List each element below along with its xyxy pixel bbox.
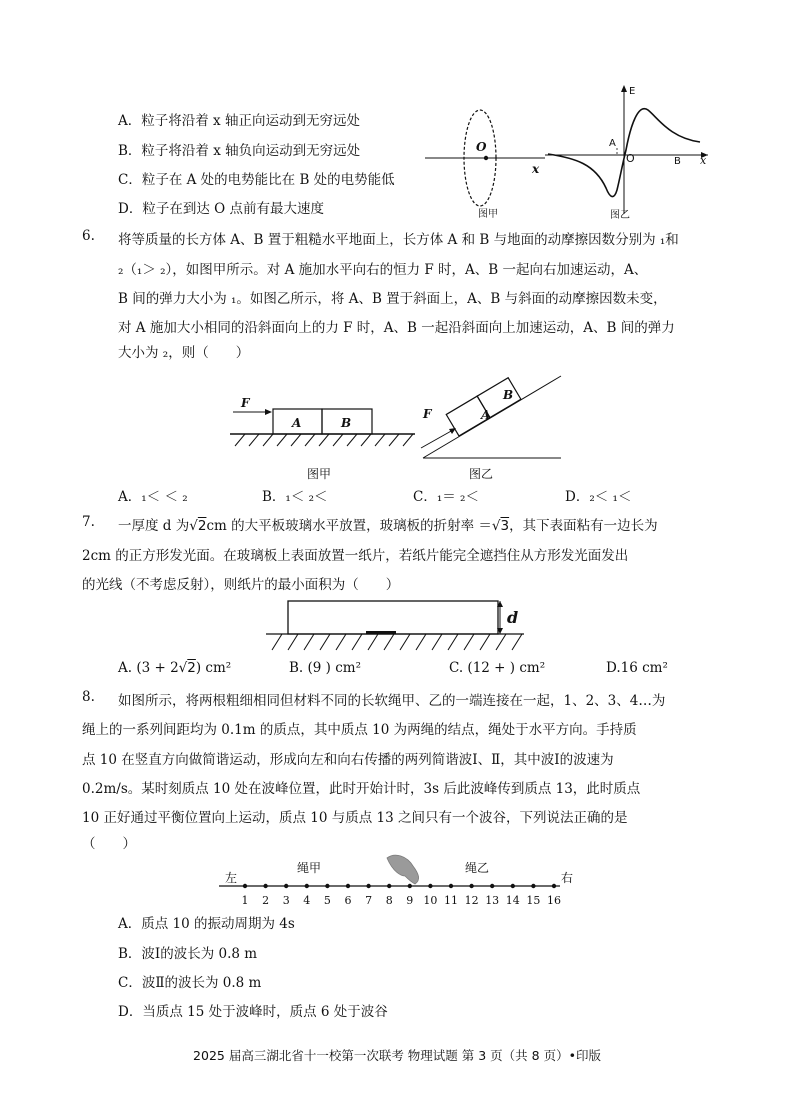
rope-point-label: 8 xyxy=(385,894,393,907)
q5-option-b: B．粒子将沿着 x 轴负向运动到无穷远处 xyxy=(118,143,361,159)
q6-option-d: D．₂＜ ₁＜ xyxy=(565,489,632,505)
rope-point xyxy=(284,884,288,888)
q7-d-label: d xyxy=(507,608,519,627)
q8-line-4: 0.2m/s。某时刻质点 10 处在波峰位置，此时开始计时，3s 后此波峰传到质点 13，此时质点 xyxy=(82,781,641,797)
rope-point xyxy=(428,884,432,888)
rope-point xyxy=(325,884,329,888)
q5-figure-right xyxy=(540,82,715,222)
q6b-a-label: A xyxy=(481,408,491,422)
q5-origin-label: O xyxy=(476,140,487,154)
q8-rope-b-label: 绳乙 xyxy=(465,861,490,875)
rope-point-label: 14 xyxy=(505,894,520,907)
rope-point-label: 12 xyxy=(464,894,479,907)
q7-option-a-suffix: ) cm² xyxy=(195,660,232,676)
q7-option-a: A. (3 + 2√2) cm² xyxy=(118,660,232,676)
q7-line-2: 2cm 的正方形发光面。在玻璃板上表面放置一纸片，若纸片能完全遮挡住从方形发光面发出 xyxy=(82,548,629,564)
q5-b-label: B xyxy=(674,156,681,167)
rope-point xyxy=(305,884,309,888)
rope-point xyxy=(490,884,494,888)
q5-e-label: E xyxy=(629,86,636,97)
q5-x-label: x xyxy=(532,162,540,176)
rope-point xyxy=(346,884,350,888)
q6b-f-label: F xyxy=(423,407,432,421)
q8-line-2: 绳上的一系列间距均为 0.1m 的质点，其中质点 10 为两绳的结点，绳处于水平方向。手持质 xyxy=(82,722,637,738)
q6-number: 6. xyxy=(82,228,95,244)
q5-option-d: D．粒子在到达 O 点前有最大速度 xyxy=(118,201,324,217)
rope-point-label: 16 xyxy=(547,894,561,907)
q5-option-c: C．粒子在 A 处的电势能比在 B 处的电势能低 xyxy=(118,172,395,188)
rope-point-label: 10 xyxy=(423,894,438,907)
q8-line-5: 10 正好通过平衡位置向上运动，质点 10 与质点 13 之间只有一个波谷，下列说法正确的是 xyxy=(82,810,628,826)
q8-option-a: A．质点 10 的振动周期为 4s xyxy=(118,916,295,932)
rope-point-label: 1 xyxy=(241,894,249,907)
rope-point-label: 15 xyxy=(526,894,541,907)
rope-point-label: 11 xyxy=(444,894,458,907)
q8-figure xyxy=(215,848,585,910)
rope-point xyxy=(366,884,370,888)
q6-line-5: 大小为 ₂，则（ ） xyxy=(118,345,250,361)
q7-option-c: C. (12 + ) cm² xyxy=(449,660,546,676)
q5-a-label: A xyxy=(609,138,616,149)
q6-figure-b xyxy=(415,372,565,484)
rope-point xyxy=(552,884,556,888)
q7-option-a-prefix: A. (3 + 2 xyxy=(118,660,179,676)
page-footer: 2025 届高三湖北省十一校第一次联考 物理试题 第 3 页（共 8 页）•印版 xyxy=(193,1048,601,1063)
q5-figure-left xyxy=(420,98,550,223)
q8-line-1: 如图所示，将两根粗细相同但材料不同的长软绳甲、乙的一端连接在一起，1、2、3、4…为 xyxy=(118,693,666,709)
q7-number: 7. xyxy=(82,514,95,530)
q6-option-a: A．₁＜ ＜ ₂ xyxy=(118,489,188,505)
rope-point xyxy=(408,884,412,888)
q6-option-b: B．₁＜ ₂＜ xyxy=(262,489,328,505)
q6-line-3: B 间的弹力大小为 ₁。如图乙所示，将 A、B 置于斜面上，A、B 与斜面的动摩擦因数未变， xyxy=(118,291,667,307)
q6a-a-label: A xyxy=(292,416,302,430)
q7-line-1: 一厚度 d 为√2cm 的大平板玻璃水平放置，玻璃板的折射率 ＝√3，其下表面粘有一边长为 xyxy=(118,518,658,534)
rope-point xyxy=(449,884,453,888)
rope-point xyxy=(263,884,267,888)
rope-point xyxy=(469,884,473,888)
rope-point-label: 2 xyxy=(262,894,270,907)
q8-option-c: C．波Ⅱ的波长为 0.8 m xyxy=(118,975,262,991)
rope-point-label: 4 xyxy=(303,894,311,907)
rope-point-label: 5 xyxy=(323,894,331,907)
q8-line-6: （ ） xyxy=(82,836,136,852)
q7-line1-part-c: ，其下表面粘有一边长为 xyxy=(509,518,658,534)
q8-option-b: B．波Ⅰ的波长为 0.8 m xyxy=(118,946,258,962)
rope-point-label: 13 xyxy=(485,894,500,907)
q7-option-d: D.16 cm² xyxy=(606,660,668,676)
q8-left-label: 左 xyxy=(225,871,238,885)
q8-line-3: 点 10 在竖直方向做简谐运动，形成向左和向右传播的两列简谐波Ⅰ、Ⅱ，其中波Ⅰ的波速为 xyxy=(82,752,614,768)
q7-option-b: B. (9 ) cm² xyxy=(289,660,361,676)
q8-number: 8. xyxy=(82,689,95,705)
q7-figure xyxy=(262,598,530,660)
q5-option-a: A．粒子将沿着 x 轴正向运动到无穷远处 xyxy=(118,113,360,129)
q8-right-label: 右 xyxy=(561,871,574,885)
q8-rope-a-label: 绳甲 xyxy=(297,861,322,875)
rope-point xyxy=(531,884,535,888)
q8-option-d: D．当质点 15 处于波峰时，质点 6 处于波谷 xyxy=(118,1004,388,1020)
q7-line1-part-a: 一厚度 d 为 xyxy=(118,518,190,534)
q7-sqrt3: 3 xyxy=(500,518,510,534)
q5-caption-right: 图乙 xyxy=(610,210,630,221)
q6-line-1: 将等质量的长方体 A、B 置于粗糙水平地面上，长方体 A 和 B 与地面的动摩擦因数分别为 ₁和 xyxy=(118,232,679,248)
q6-line-2: ₂（₁＞ ₂），如图甲所示。对 A 施加水平向右的恒力 F 时，A、B 一起向右加速运动，A、 xyxy=(118,262,648,278)
q7-line-3: 的光线（不考虑反射），则纸片的最小面积为（ ） xyxy=(82,577,400,593)
q6a-caption: 图甲 xyxy=(307,467,332,481)
hand-icon xyxy=(387,855,419,884)
q6-option-c: C．₁＝ ₂＜ xyxy=(413,489,479,505)
rope-point xyxy=(511,884,515,888)
q6a-f-label: F xyxy=(241,396,250,410)
rope-point-label: 3 xyxy=(282,894,290,907)
q6-line-4: 对 A 施加大小相同的沿斜面向上的力 F 时，A、B 一起沿斜面向上加速运动，A、B 间的弹力 xyxy=(118,320,675,336)
q7-option-a-sqrt: 2 xyxy=(187,660,196,676)
q6-figure-a xyxy=(225,388,420,483)
rope-point-label: 7 xyxy=(365,894,373,907)
rope-point-label: 9 xyxy=(406,894,414,907)
q6b-caption: 图乙 xyxy=(469,467,494,481)
q6a-b-label: B xyxy=(341,416,352,430)
q7-line1-part-b: cm 的大平板玻璃水平放置，玻璃板的折射率 ＝ xyxy=(206,518,492,534)
rope-point xyxy=(387,884,391,888)
q7-sqrt2: 2 xyxy=(197,518,207,534)
q5-o-label: O xyxy=(626,152,635,165)
rope-point xyxy=(243,884,247,888)
rope-point-label: 6 xyxy=(344,894,352,907)
q5-x2-label: x xyxy=(700,154,707,167)
q5-caption-left: 图甲 xyxy=(478,209,498,220)
q6b-b-label: B xyxy=(503,388,514,402)
